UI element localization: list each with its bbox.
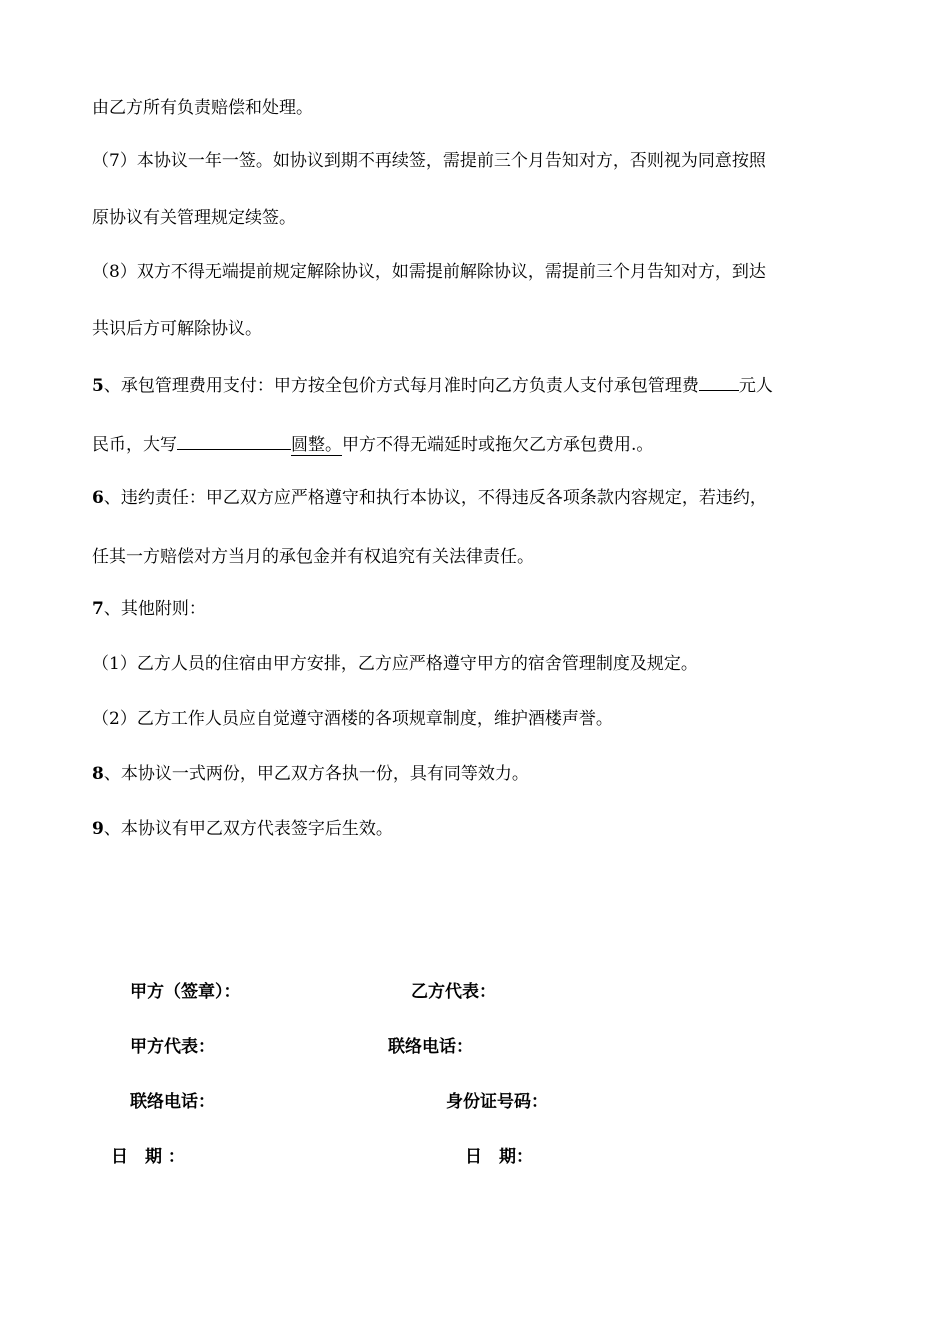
- section-7-item-2: （2）乙方工作人员应自觉遵守酒楼的各项规章制度，维护酒楼声誉。: [92, 709, 613, 729]
- clause-8-line-2: 共识后方可解除协议。: [92, 319, 262, 339]
- paragraph-line: [92, 96, 313, 120]
- amount-in-words-blank: [177, 431, 291, 450]
- section-9-line: [92, 817, 393, 841]
- section-number: 7: [92, 599, 104, 619]
- paragraph-line: [92, 545, 534, 569]
- section-6-line-2: 任其一方赔偿对方当月的承包金并有权追究有关法律责任。: [92, 547, 534, 567]
- section-7-heading: [92, 597, 206, 621]
- fee-amount-blank: [699, 372, 739, 391]
- section-6-text: 、违约责任：甲乙双方应严格遵守和执行本协议，不得违反各项条款内容规定，若违约，: [103, 488, 767, 508]
- section-number: 6: [92, 488, 104, 508]
- section-5-tail: 元人: [738, 376, 773, 396]
- section-9-text: 、本协议有甲乙双方代表签字后生效。: [103, 819, 393, 839]
- section-5-line-1: [92, 372, 773, 398]
- party-a-phone-label: 联络电话：: [130, 1092, 215, 1112]
- party-b-id-number-label: 身份证号码：: [446, 1092, 548, 1112]
- section-number: 8: [92, 764, 104, 784]
- section-number: 5: [92, 376, 104, 396]
- party-b-representative-label: 乙方代表：: [411, 982, 496, 1002]
- party-b-date-label: 日 期：: [465, 1147, 533, 1167]
- party-a-seal-label: 甲方（签章）：: [130, 982, 241, 1002]
- section-8-line: [92, 762, 529, 786]
- paragraph-line: [92, 707, 613, 731]
- paragraph-line: [92, 260, 766, 284]
- party-a-representative-label: 甲方代表：: [130, 1037, 215, 1057]
- text-p1-l1: 由乙方所有负责赔偿和处理。: [92, 98, 313, 118]
- section-8-text: 、本协议一式两份，甲乙双方各执一份，具有同等效力。: [103, 764, 529, 784]
- section-5-line-2: [92, 431, 653, 457]
- party-b-phone-label: 联络电话：: [388, 1037, 473, 1057]
- section-7-item-1: （1）乙方人员的住宿由甲方安排，乙方应严格遵守甲方的宿舍管理制度及规定。: [92, 654, 698, 674]
- section-5-text-b: 圆整。: [291, 435, 342, 455]
- paragraph-line: [92, 149, 766, 173]
- section-5-text: 、承包管理费用支付：甲方按全包价方式每月准时向乙方负责人支付承包管理费: [103, 376, 699, 396]
- section-6-line-1: [92, 486, 767, 510]
- section-7-text: 、其他附则：: [103, 599, 206, 619]
- paragraph-line: [92, 206, 296, 230]
- clause-7-line-2: 原协议有关管理规定续签。: [92, 208, 296, 228]
- section-5-text-c: 甲方不得无端延时或拖欠乙方承包费用.。: [342, 435, 654, 455]
- clause-7-line-1: （7）本协议一年一签。如协议到期不再续签，需提前三个月告知对方，否则视为同意按照: [92, 151, 766, 171]
- clause-8-line-1: （8）双方不得无端提前规定解除协议，如需提前解除协议，需提前三个月告知对方，到达: [92, 262, 766, 282]
- section-5-text-a: 民币，大写: [92, 435, 177, 455]
- paragraph-line: [92, 317, 262, 341]
- party-a-date-label: 日 期 ：: [111, 1147, 185, 1167]
- paragraph-line: [92, 652, 698, 676]
- section-number: 9: [92, 819, 104, 839]
